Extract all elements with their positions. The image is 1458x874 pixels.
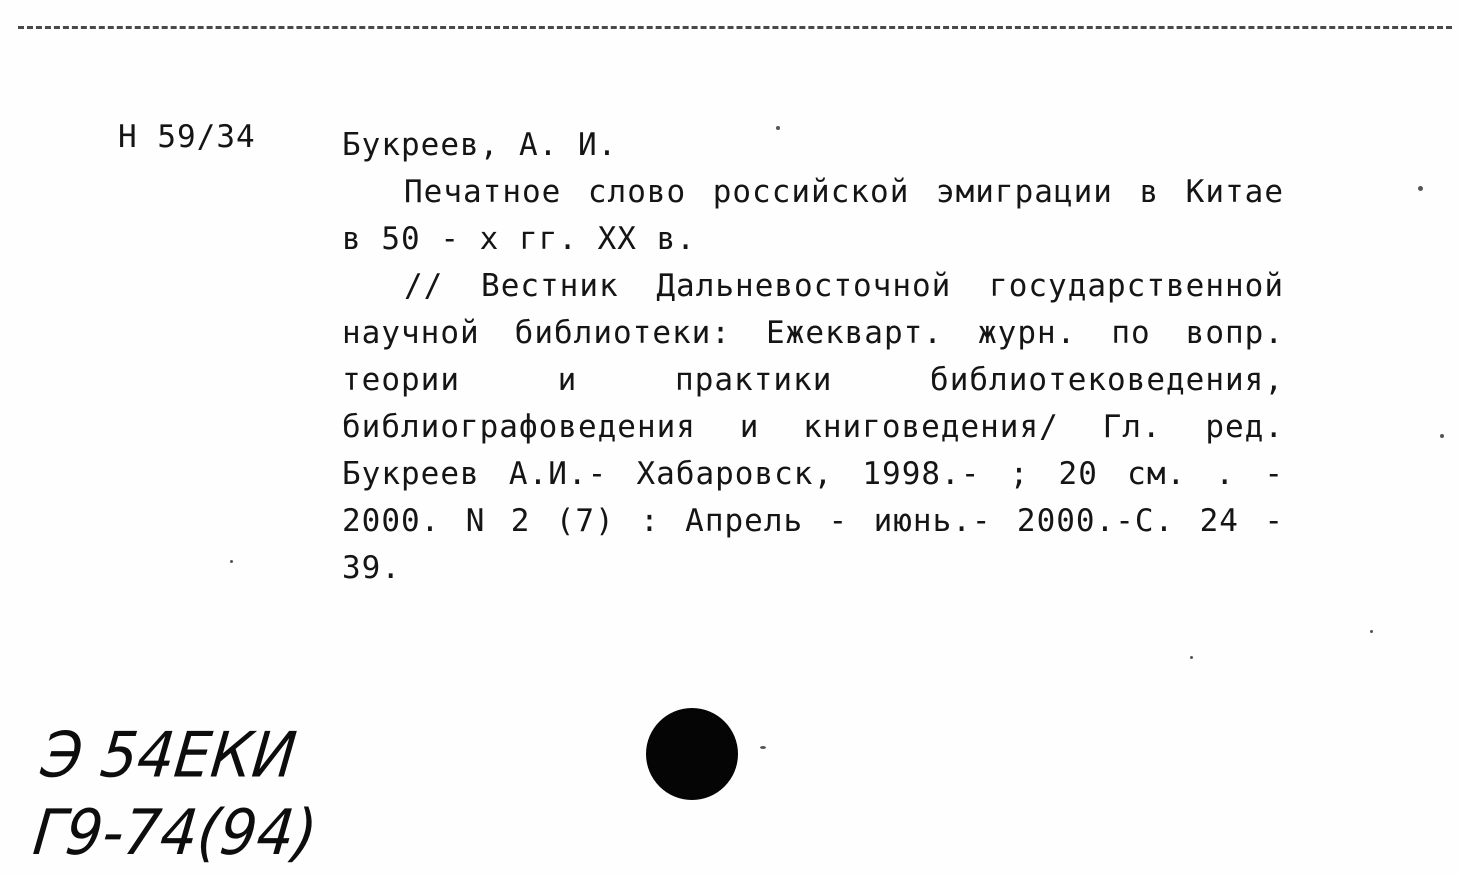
handwritten-line-1: Э 54ЕКИ	[38, 718, 300, 792]
shelfmark: Н 59/34	[118, 119, 256, 155]
author-heading: Букреев, А. И.	[342, 127, 618, 163]
source-statement: // Вестник Дальневосточной государственной научной библиотеки: Ежекварт. журн. по вопр. теории и практики библиотековедения, библиографоведения и книговедения/ Гл. ред. Букреев А.И.- Хабаровск, 1998.- ; 20 см. . - 2000. N 2 (7) : Апрель - июнь.- 2000.-С. 24 - 39.	[342, 268, 1284, 586]
title-statement: Печатное слово российской эмиграции в Китае в 50 - х гг. XX в.	[342, 174, 1284, 257]
scan-speck	[1190, 656, 1193, 659]
bibliographic-entry	[342, 122, 1284, 592]
handwritten-classification	[30, 716, 329, 872]
scan-speck	[1440, 434, 1444, 438]
scan-speck	[1370, 630, 1373, 633]
handwritten-line-2: Г9-74(94)	[29, 795, 321, 870]
card-top-edge	[18, 26, 1452, 29]
scan-speck	[230, 560, 233, 563]
scan-speck	[776, 126, 780, 130]
scan-speck	[1418, 186, 1423, 191]
punch-hole	[646, 708, 738, 800]
scan-speck	[760, 746, 766, 749]
